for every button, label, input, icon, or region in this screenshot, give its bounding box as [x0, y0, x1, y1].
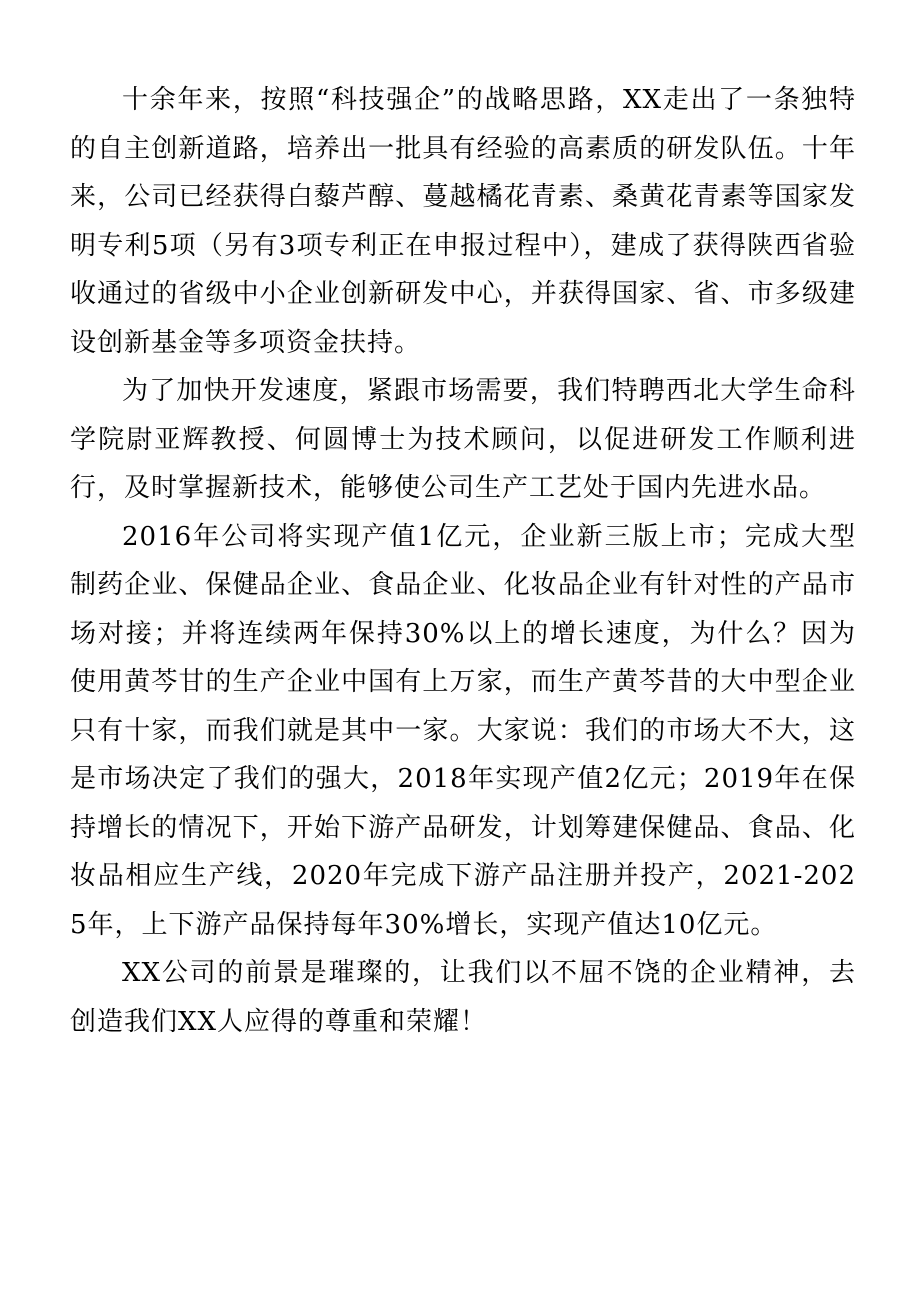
paragraph-technical-advisors: 为了加快开发速度，紧跟市场需要，我们特聘西北大学生命科学院尉亚辉教授、何圆博士为技术顾问，以促进研发工作顺利进行，及时掌握新技术，能够使公司生产工艺处于国内先进水品。 [70, 376, 856, 503]
paragraph-growth-plan: 2016年公司将实现产值1亿元，企业新三版上市；完成大型制药企业、保健品企业、食品企业、化妆品企业有针对性的产品市场对接；并将连续两年保持30%以上的增长速度，为什么？因为使用黄芩甘的生产企业中国有上万家，而生产黄芩昔的大中型企业只有十家，而我们就是其中一家。大家说：我们的市场大不大，这是市场决定了我们的强大，2018年实现产值2亿元；2019年在保持增长的情况下，开始下游产品研发，计划筹建保健品、食品、化妆品相应生产线，2020年完成下游产品注册并投产，2021-2025年，上下游产品保持每年30%增长，实现产值达10亿元。 [70, 521, 856, 940]
paragraph-tech-innovation: 十余年来，按照“科技强企”的战略思路，XX走出了一条独特的自主创新道路，培养出一批具有经验的高素质的研发队伍。十年来，公司已经获得白藜芦醇、蔓越橘花青素、桑黄花青素等国家发明专利5项（另有3项专利正在申报过程中），建成了获得陕西省验收通过的省级中小企业创新研发中心，并获得国家、省、市多级建设创新基金等多项资金扶持。 [70, 85, 856, 358]
paragraph-closing: XX公司的前景是璀璨的，让我们以不屈不饶的企业精神，去创造我们XX人应得的尊重和荣耀！ [70, 958, 856, 1037]
document-body [70, 76, 856, 1046]
